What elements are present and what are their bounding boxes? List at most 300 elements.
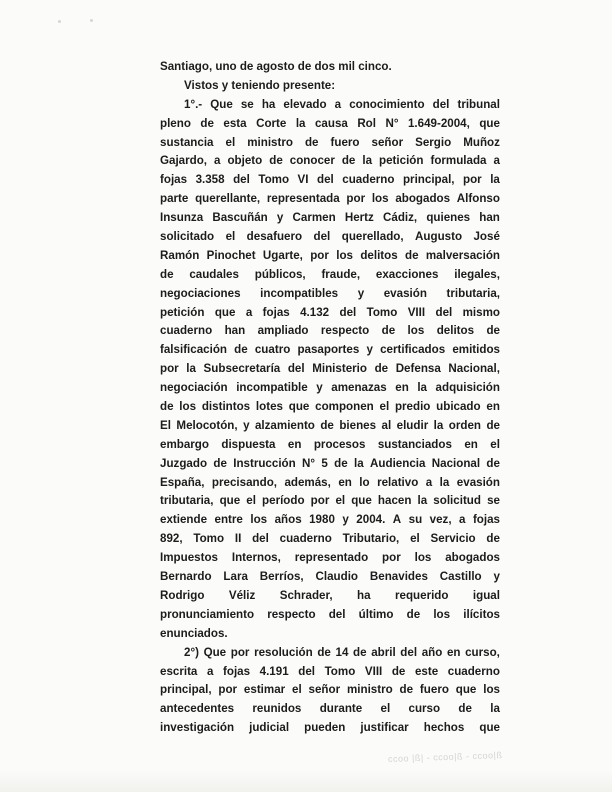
word: teniendo <box>231 78 280 92</box>
text-line <box>160 228 500 247</box>
word: lo <box>359 475 370 489</box>
word: componen <box>315 400 374 414</box>
word: solicitado <box>160 230 215 244</box>
word: abogados <box>395 192 451 206</box>
word: curso <box>408 702 441 716</box>
word: justificar <box>360 721 409 735</box>
word: fraude, <box>321 267 361 281</box>
word: en <box>395 381 409 395</box>
word: VIII <box>364 664 383 678</box>
word: Gajardo, <box>160 154 208 168</box>
word: judicial <box>249 721 290 735</box>
word: fojas <box>223 664 251 678</box>
word: los <box>250 513 268 527</box>
word: cinco. <box>358 60 392 73</box>
word: antecedentes <box>160 702 235 716</box>
word: incompatible <box>236 381 308 395</box>
word: los <box>483 683 500 697</box>
word: se <box>240 97 254 111</box>
text-line <box>160 606 500 625</box>
word: delitos <box>360 248 398 262</box>
word: Servicio <box>430 532 476 546</box>
word: Juzgado <box>160 456 208 470</box>
word: por <box>310 494 330 508</box>
word: la <box>490 702 500 716</box>
word: España, <box>160 475 205 489</box>
word: conocimiento <box>349 97 425 111</box>
word: evasión <box>456 475 500 489</box>
word: respecto <box>320 324 370 338</box>
word: solicitud <box>433 494 481 508</box>
word: resolución <box>254 645 313 659</box>
word: de <box>406 607 421 621</box>
word: principal, <box>160 683 212 697</box>
word: y <box>357 286 365 300</box>
word: último <box>358 607 394 621</box>
text-line <box>160 398 500 417</box>
word: lotes <box>255 400 283 414</box>
text-line <box>160 266 500 285</box>
word: mismo <box>462 305 500 319</box>
word: Audiencia <box>370 456 426 470</box>
word: petición <box>379 154 424 168</box>
word: el <box>246 494 256 508</box>
word: por <box>346 192 366 206</box>
word: ampliado <box>257 324 309 338</box>
word: Vistos <box>184 78 219 92</box>
word: a <box>206 664 214 678</box>
word: Impuestos <box>160 551 218 565</box>
word: fojas <box>472 513 500 527</box>
word: de <box>341 154 356 168</box>
word: del <box>313 230 331 244</box>
word: este <box>414 664 439 678</box>
word: principal, <box>402 173 455 187</box>
word: 1°.- <box>184 97 203 111</box>
word: por <box>218 683 238 697</box>
word: señor <box>308 683 341 697</box>
word: su <box>408 513 423 527</box>
word: abogados <box>445 551 500 565</box>
word: Ramón <box>160 248 200 262</box>
word: por <box>230 645 250 659</box>
word: VIII <box>407 305 426 319</box>
word: del <box>317 173 334 187</box>
word: sustanciados <box>377 437 452 451</box>
word: petición <box>160 305 205 319</box>
text-line <box>160 644 500 663</box>
text-line <box>160 190 500 209</box>
word: Nacional, <box>448 362 500 376</box>
word: durante <box>319 702 363 716</box>
word: Insunza <box>160 211 204 225</box>
word: del <box>328 607 346 621</box>
word: fuero <box>419 683 449 697</box>
word: Rodrigo <box>160 588 205 602</box>
word: año <box>421 645 443 659</box>
word: a <box>493 154 500 168</box>
word: elevado <box>283 97 327 111</box>
word: eludir <box>396 418 429 432</box>
word: Berríos, <box>259 570 304 584</box>
word: abril <box>371 645 396 659</box>
word: 1.649-2004, <box>407 116 470 130</box>
word: y <box>493 570 500 584</box>
word: Corte <box>256 116 287 130</box>
word: fuero <box>330 135 360 149</box>
word: querellante, <box>195 192 261 206</box>
word: Ministerio <box>312 362 367 376</box>
word: el <box>225 230 236 244</box>
word: de <box>234 343 248 357</box>
word: en <box>338 475 352 489</box>
word: de <box>405 248 419 262</box>
text-line <box>160 492 500 511</box>
word: los <box>407 324 425 338</box>
word: malversación <box>425 248 500 262</box>
word: los <box>433 607 451 621</box>
word: reunidos <box>252 702 302 716</box>
word: el <box>225 135 236 149</box>
word: evasión <box>383 286 427 300</box>
word: fojas <box>160 173 188 187</box>
word: relativo <box>377 475 419 489</box>
word: en <box>446 645 461 659</box>
word: hacen <box>377 494 412 508</box>
word: y <box>221 78 229 92</box>
word: negociaciones <box>160 286 241 300</box>
scan-speck <box>58 20 61 23</box>
word: falsificación <box>160 343 228 357</box>
word: los <box>414 551 432 565</box>
word: por <box>382 551 401 565</box>
word: N° <box>385 116 399 130</box>
word: la <box>186 362 196 376</box>
word: han <box>224 324 246 338</box>
text-line <box>160 171 500 190</box>
word: que <box>479 116 500 130</box>
word: además, <box>284 475 331 489</box>
word: quienes <box>426 211 471 225</box>
word: ubicado <box>436 400 481 414</box>
text-line <box>160 681 500 700</box>
word: del <box>233 173 250 187</box>
word: de <box>239 60 254 73</box>
word: 14 <box>335 645 349 659</box>
word: ministro <box>346 683 393 697</box>
word: de <box>381 324 396 338</box>
word: cuaderno <box>160 324 213 338</box>
word: 3.358 <box>195 173 225 187</box>
word: respecto <box>267 607 316 621</box>
word: II <box>234 532 242 546</box>
text-line <box>160 322 500 341</box>
scan-speck <box>90 19 93 22</box>
word: objeto <box>227 154 263 168</box>
word: VI <box>297 173 309 187</box>
text-line <box>160 58 500 77</box>
word: ilícitos <box>463 607 500 621</box>
word: Subsecretaría <box>203 362 281 376</box>
word: cuaderno <box>342 173 395 187</box>
word: por <box>463 173 482 187</box>
word: ha <box>357 588 371 602</box>
word: y <box>342 513 349 527</box>
word: Defensa <box>395 362 441 376</box>
word: que <box>455 683 477 697</box>
word: Alfonso <box>456 192 500 206</box>
word: el <box>380 702 391 716</box>
faint-stamp: ccoo |ß| - ccoo|ß - ccoo|ß <box>387 750 503 764</box>
word: cuaderno <box>279 532 332 546</box>
word: Nacional <box>431 456 481 470</box>
word: Tributario, <box>342 532 400 546</box>
text-line <box>160 115 500 134</box>
word: Bernardo <box>160 570 212 584</box>
word: los <box>179 400 197 414</box>
word: Véliz <box>228 588 256 602</box>
text-line <box>160 474 500 493</box>
word: y <box>366 343 373 357</box>
word: 2°) <box>184 645 199 659</box>
word: la <box>354 456 364 470</box>
word: Claudio <box>315 570 359 584</box>
word: ilegales, <box>454 267 500 281</box>
word: formulada <box>430 154 487 168</box>
word: en <box>287 437 302 451</box>
word: Pinochet <box>206 248 256 262</box>
word: distintos <box>201 400 251 414</box>
word: parte <box>160 192 189 206</box>
word: esta <box>223 116 247 130</box>
word: 4.132 <box>300 305 330 319</box>
word: José <box>473 230 500 244</box>
word: que <box>288 400 310 414</box>
word: señor <box>371 135 404 149</box>
word: y <box>316 381 323 395</box>
word: del <box>287 362 305 376</box>
word: la <box>433 418 444 432</box>
word: pueden <box>304 721 346 735</box>
word: desafuero <box>246 230 303 244</box>
word: procesos <box>313 437 366 451</box>
word: a <box>459 513 466 527</box>
word: bienes <box>339 418 377 432</box>
text-line <box>160 304 500 323</box>
word: Cádiz, <box>383 211 418 225</box>
word: dispuesta <box>221 437 276 451</box>
word: hechos <box>423 721 465 735</box>
word: Rol <box>357 116 376 130</box>
word: certificados <box>380 343 446 357</box>
text-line <box>160 360 500 379</box>
text-line <box>160 587 500 606</box>
word: y <box>243 418 250 432</box>
text-line <box>160 341 500 360</box>
word: de <box>353 645 367 659</box>
text-line <box>160 511 500 530</box>
text-line <box>160 700 500 719</box>
word: Muñoz <box>463 135 500 149</box>
word: N° <box>302 456 316 470</box>
text-line <box>160 285 500 304</box>
word: de <box>304 135 319 149</box>
word: sustancia <box>160 135 214 149</box>
word: embargo <box>160 437 209 451</box>
word: a <box>334 97 342 111</box>
word: 5 <box>321 456 328 470</box>
word: A <box>392 513 402 527</box>
word: curso, <box>465 645 500 659</box>
word: Melocotón, <box>176 418 238 432</box>
word: dos <box>314 60 336 73</box>
word: mil <box>338 60 356 73</box>
text-line <box>160 152 500 171</box>
word: pleno <box>160 116 191 130</box>
text-line <box>160 77 500 96</box>
word: Lara <box>223 570 248 584</box>
word: de <box>391 664 406 678</box>
word: de <box>486 324 500 338</box>
text-line <box>160 96 500 115</box>
text-line <box>160 209 500 228</box>
word: de <box>458 702 472 716</box>
word: fojas <box>262 305 290 319</box>
word: de <box>269 154 283 168</box>
word: de <box>297 60 312 73</box>
word: en <box>486 400 500 414</box>
word: a <box>214 154 221 168</box>
word: incompatibles <box>260 286 339 300</box>
word: que <box>214 305 236 319</box>
text-line <box>160 625 500 644</box>
word: a <box>245 305 253 319</box>
word: el <box>292 683 302 697</box>
word: al <box>381 418 392 432</box>
ruling-text <box>160 58 500 738</box>
word: de <box>399 683 414 697</box>
word: se <box>487 494 500 508</box>
word: que <box>351 494 372 508</box>
word: por <box>160 362 179 376</box>
text-line <box>160 436 500 455</box>
word: El <box>160 418 171 432</box>
word: el <box>410 532 420 546</box>
word: de <box>486 532 500 546</box>
word: estimar <box>243 683 286 697</box>
word: ha <box>261 97 276 111</box>
word: Carmen <box>292 211 336 225</box>
word: ministro <box>247 135 293 149</box>
word: Tomo <box>324 664 356 678</box>
word: de <box>374 362 389 376</box>
word: cuaderno <box>447 664 500 678</box>
word: emitidos <box>452 343 500 357</box>
word: del <box>432 97 450 111</box>
word: Schrader, <box>279 588 333 602</box>
word: Benavides <box>369 570 428 584</box>
word: el <box>335 494 346 508</box>
word: orden <box>448 418 482 432</box>
word: amenazas <box>331 381 387 395</box>
word: que <box>219 494 241 508</box>
word: entre <box>214 513 243 527</box>
word: cuatro <box>254 343 291 357</box>
word: tributaria, <box>160 494 214 508</box>
word: Hertz <box>344 211 374 225</box>
word: públicos, <box>254 267 306 281</box>
word: Sergio <box>415 135 452 149</box>
word: del <box>400 645 418 659</box>
word: requerido <box>395 588 449 602</box>
text-line <box>160 663 500 682</box>
word: Santiago, <box>160 60 213 73</box>
word: Que <box>210 97 233 111</box>
word: el <box>490 437 500 451</box>
word: uno <box>215 60 237 73</box>
word: pasaportes <box>297 343 360 357</box>
text-line <box>160 455 500 474</box>
text-line <box>160 379 500 398</box>
page-bottom-shade <box>0 770 612 792</box>
word: tributaria, <box>446 286 500 300</box>
word: Que <box>203 645 227 659</box>
word: adquisición <box>435 381 500 395</box>
word: 4.191 <box>259 664 289 678</box>
word: agosto <box>256 60 295 73</box>
word: caudales <box>189 267 239 281</box>
word: conocer <box>289 154 335 168</box>
word: por <box>310 248 329 262</box>
word: Ugarte, <box>262 248 303 262</box>
word: vez, <box>429 513 452 527</box>
word: la <box>362 154 373 168</box>
word: investigación <box>160 721 235 735</box>
word: a <box>425 475 433 489</box>
word: negociación <box>160 381 228 395</box>
word: precisando, <box>211 475 277 489</box>
word: delitos <box>436 324 475 338</box>
word: de <box>334 456 348 470</box>
word: la <box>417 381 427 395</box>
word: en <box>464 437 478 451</box>
word: la <box>417 494 428 508</box>
word: la <box>295 116 306 130</box>
word: representado <box>294 551 369 565</box>
text-line <box>160 134 500 153</box>
word: predio <box>394 400 431 414</box>
word: de <box>486 456 500 470</box>
word: pronunciamiento <box>160 607 255 621</box>
word: de <box>160 400 174 414</box>
word: la <box>439 475 450 489</box>
word: de <box>320 418 334 432</box>
word: Augusto <box>415 230 463 244</box>
word: del <box>339 305 357 319</box>
word: de <box>200 116 214 130</box>
word: el <box>379 400 390 414</box>
word: de <box>213 456 227 470</box>
word: igual <box>472 588 500 602</box>
word: años <box>274 513 302 527</box>
word: enunciados. <box>160 626 228 640</box>
text-line <box>160 247 500 266</box>
word: de <box>317 645 331 659</box>
text-line <box>160 568 500 587</box>
word: Instrucción <box>233 456 296 470</box>
word: 1980 <box>309 513 335 527</box>
word: causa <box>314 116 348 130</box>
